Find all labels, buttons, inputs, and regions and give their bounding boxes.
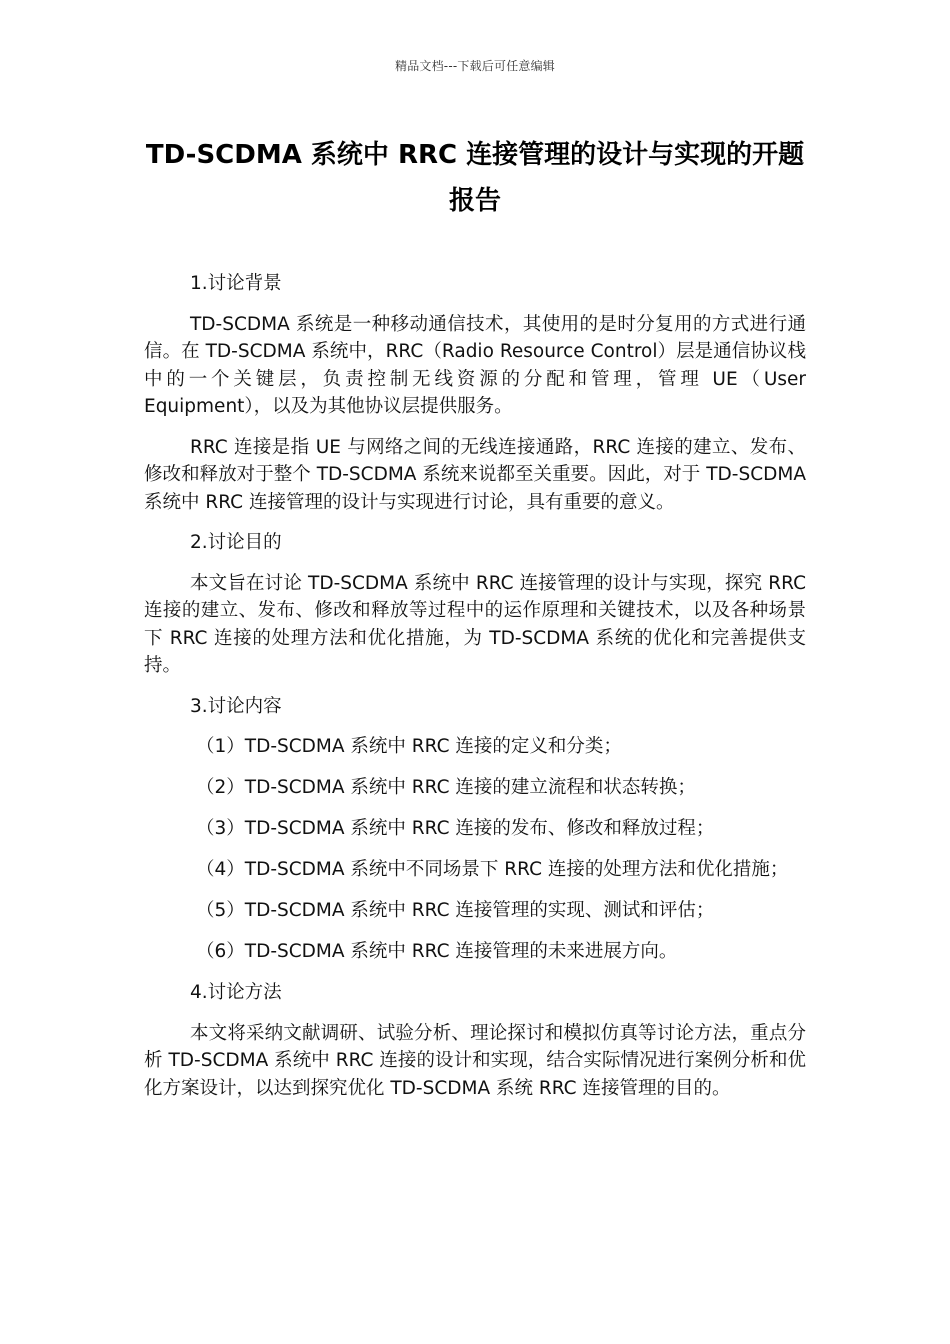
purpose-paragraph: 本文旨在讨论 TD-SCDMA 系统中 RRC 连接管理的设计与实现，探究 RRC 连接的建立、发布、修改和释放等过程中的运作原理和关键技术，以及各种场景下 RRC 连接的处理方法和优化措施，为 TD-SCDMA 系统的优化和完善提供支持。 bbox=[144, 572, 806, 676]
document-title: TD-SCDMA 系统中 RRC 连接管理的设计与实现的开题报告 bbox=[145, 140, 805, 216]
content-list-item: （6）TD-SCDMA 系统中 RRC 连接管理的未来进展方向。 bbox=[196, 941, 678, 962]
header-note: 精品文档---下载后可任意编辑 bbox=[395, 59, 555, 73]
section-heading-content: 3.讨论内容 bbox=[190, 695, 282, 717]
content-list-item: （3）TD-SCDMA 系统中 RRC 连接的发布、修改和释放过程； bbox=[196, 818, 715, 839]
content-list-item: （4）TD-SCDMA 系统中不同场景下 RRC 连接的处理方法和优化措施； bbox=[196, 859, 789, 880]
document-body bbox=[144, 270, 806, 1115]
content-list-item: （5）TD-SCDMA 系统中 RRC 连接管理的实现、测试和评估； bbox=[196, 900, 715, 921]
section-heading-method: 4.讨论方法 bbox=[190, 982, 282, 1003]
section-heading-background: 1.讨论背景 bbox=[190, 273, 282, 294]
content-list-item: （2）TD-SCDMA 系统中 RRC 连接的建立流程和状态转换； bbox=[196, 777, 696, 798]
background-paragraph-1: TD-SCDMA 系统是一种移动通信技术，其使用的是时分复用的方式进行通信。在 TD-SCDMA 系统中，RRC（Radio Resource Control）层是通信协议栈中的一个关键层，负责控制无线资源的分配和管理，管理 UE（User Equipment），以及为其他协议层提供服务。 bbox=[144, 313, 806, 417]
background-paragraph-2: RRC 连接是指 UE 与网络之间的无线连接通路，RRC 连接的建立、发布、修改和释放对于整个 TD-SCDMA 系统来说都至关重要。因此，对于 TD-SCDMA 系统中 RRC 连接管理的设计与实现进行讨论，具有重要的意义。 bbox=[144, 436, 806, 513]
method-paragraph: 本文将采纳文献调研、试验分析、理论探讨和模拟仿真等讨论方法，重点分析 TD-SCDMA 系统中 RRC 连接的设计和实现，结合实际情况进行案例分析和优化方案设计，以达到探究优化 TD-SCDMA 系统 RRC 连接管理的目的。 bbox=[144, 1022, 806, 1099]
section-heading-purpose: 2.讨论目的 bbox=[190, 532, 282, 553]
content-list-item: （1）TD-SCDMA 系统中 RRC 连接的定义和分类； bbox=[196, 736, 622, 757]
